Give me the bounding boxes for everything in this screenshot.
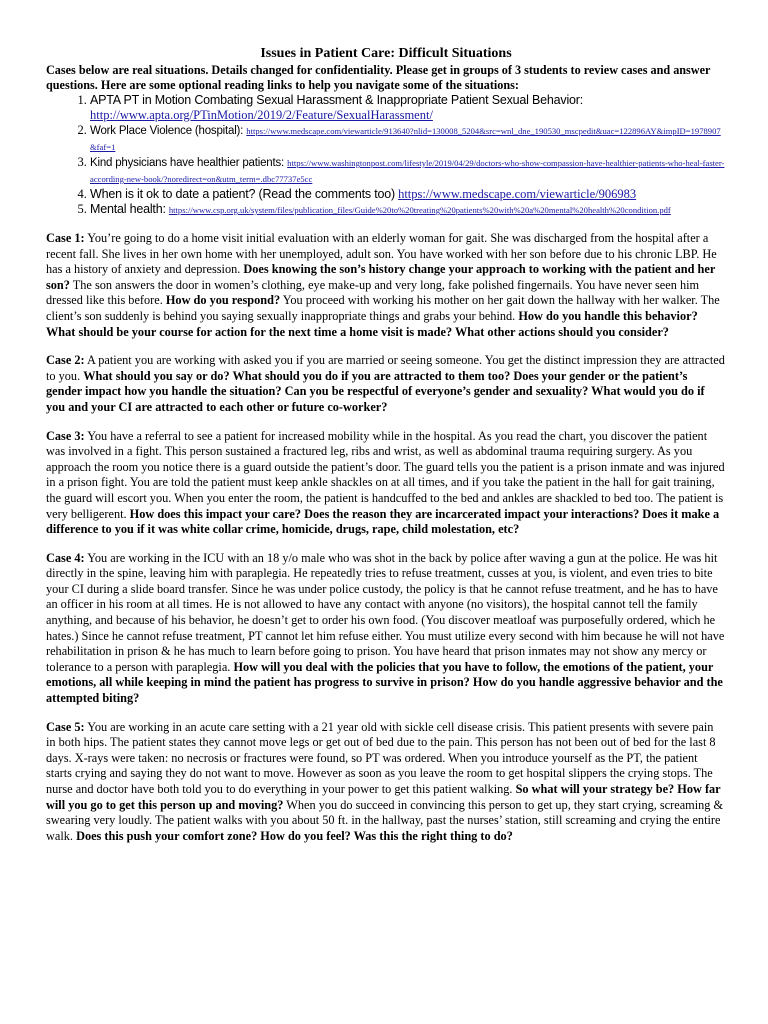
case-label: Case 5: <box>46 719 85 734</box>
reading-label: Work Place Violence (hospital): <box>90 125 244 137</box>
reading-label: APTA PT in Motion Combating Sexual Harassment & Inappropriate Patient Sexual Behavior: <box>90 93 584 107</box>
reading-label: When is it ok to date a patient? (Read the comments too) <box>90 187 395 201</box>
case-label: Case 3: <box>46 428 85 443</box>
case-question: How do you handle this behavior? What should be your course for action for the next time a home visit is made? What other actions should you consider? <box>46 308 698 339</box>
reading-links-list <box>46 93 726 218</box>
case-question: Does this push your comfort zone? How do you feel? Was this the right thing to do? <box>76 828 513 843</box>
case-label: Case 2: <box>46 353 85 368</box>
case-text: The son answers the door in women’s clothing, eye make-up and very long, fake polished fingernails. You have never seen him dressed like this before. <box>46 277 700 308</box>
case-question: How will you deal with the policies that you have to follow, the emotions of the patient, your emotions, all while keeping in mind the patient has progress to survive in prison? How do you handle aggressive behavior and the attempted biting? <box>46 659 723 706</box>
case-3 <box>46 429 726 538</box>
case-text: You’re going to do a home visit initial evaluation with an elderly woman for gait. She was discharged from the hospital after a recent fall. She lives in her own home with her unemployed, adult son. You have worked with her son before due to his chronic LBP. He has a history of anxiety and depression. <box>46 231 717 277</box>
case-text: You proceed with working his mother on her gait down the hallway with her walker. The client’s son suddenly is behind you saying sexually inappropriate things and grabs your behind. <box>46 293 720 323</box>
reading-item-harassment <box>90 93 726 123</box>
case-text: You are working in the ICU with an 18 y/o male who was shot in the back by police after waving a gun at the police. He was hit directly in the spine, leaving him with paraplegia. He repeatedly tries to refuse treatment, cusses at you, is violent, and even tries to bite your CI during a slide board transfer. Since he was under police custody, the policy is that he cannot refuse treatment, and he has to have an officer in his room at all times. He is not allowed to have any contact with anyone (no visitors), the hospital cannot tell the family anything, and because of his behavior, he doesn’t get to order his own food. (You discover meatloaf was purposefully ordered, which he hates.) Since he cannot refuse treatment, PT cannot let him refuse either. You must utilize every second with him because he will not have rehabilitation in prison & he has much to learn before going to prison. You have heard that prison inmates may not show any mercy or tolerance to a person with paraplegia. <box>46 550 725 674</box>
reading-label: Kind physicians have healthier patients: <box>90 157 285 169</box>
reading-link-mental-health[interactable]: https://www.csp.org.uk/system/files/publication_files/Guide%20to%20treating%20patients%20with%20a%20mental%20health%20condition.pdf <box>168 205 671 215</box>
reading-item-mental-health <box>90 202 726 218</box>
case-2 <box>46 353 726 415</box>
case-text: You have a referral to see a patient for increased mobility while in the hospital. As you read the chart, you discover the patient was involved in a fight. This person sustained a fractured leg, ribs and wrist, as well as abdominal trauma requiring surgery. As you approach the room you notice there is a guard outside the patient’s door. The guard tells you the patient is a prison inmate and was injured in a prison fight. You are told the patient must keep ankle shackles on at all times, and if you take the patient in the hall for gait training, the guard will escort you. When you enter the room, the patient is handcuffed to the bed and ankles are shackled to bed too. The patient is very belligerent. <box>46 428 725 521</box>
document-title: Issues in Patient Care: Difficult Situations <box>260 46 512 61</box>
reading-link-kind-physicians[interactable]: https://www.washingtonpost.com/lifestyle/2019/04/29/doctors-who-show-compassion-have-healthier-patients-who-heal-faster-according-new-book/?noredirect=on&utm_term=.dbc77737e5cc <box>90 158 725 184</box>
case-text: You are working in an acute care setting with a 21 year old with sickle cell disease crisis. This patient presents with severe pain in both hips. The patient states they cannot move legs or get out of bed due to the pain. This person has not been out of bed for the last 8 days. X-rays were taken: no necrosis or fractures were found, so PT was ordered. When you introduce yourself as the PT, the patient starts crying and saying they do not want to move. However as soon as you leave the room to get hospital slippers the crying stops. The nurse and doctor have both told you to do everything in your power to get this patient walking. <box>46 719 716 796</box>
reading-item-kind-physicians <box>90 155 726 187</box>
reading-item-dating <box>90 187 726 202</box>
document-page <box>46 46 726 844</box>
case-5 <box>46 720 726 845</box>
case-question: Does knowing the son’s history change your approach to working with the patient and her son? <box>46 262 716 292</box>
case-text: A patient you are working with asked you if you are married or seeing someone. You get the distinct impression they are attracted to you. <box>46 353 725 383</box>
case-text: When you do succeed in convincing this person to get up, they start crying, screaming & swearing very loudly. The patient walks with you about 50 ft. in the hallway, past the nurses’ station, still screaming and crying the entire walk. <box>46 797 724 843</box>
reading-link-workplace-violence[interactable]: https://www.medscape.com/viewarticle/913640?nlid=130008_5204&src=wnl_dne_190530_mscpedit&uac=122896AY&impID=1978907&faf=1 <box>90 126 721 152</box>
case-label: Case 4: <box>46 550 85 565</box>
case-question: How does this impact your care? Does the reason they are incarcerated impact your interactions? Does it make a difference to you if it was white collar crime, homicide, drugs, rape, child molestation, etc? <box>46 506 720 537</box>
case-4 <box>46 551 726 707</box>
case-label: Case 1: <box>46 231 85 245</box>
case-question: What should you say or do? What should you do if you are attracted to them too? Does your gender or the patient’s gender impact how you handle the situation? Can you be respectful of everyone’s gender and sexuality? What would you do if you and your CI are attracted to each other or future co-worker? <box>46 368 705 414</box>
case-1 <box>46 231 726 340</box>
reading-link-harassment[interactable]: http://www.apta.org/PTinMotion/2019/2/Feature/SexualHarassment/ <box>90 108 433 122</box>
case-question: How do you respond? <box>165 293 281 308</box>
case-question: So what will your strategy be? How far will you go to get this person up and moving? <box>46 782 721 812</box>
reading-link-dating[interactable]: https://www.medscape.com/viewarticle/906983 <box>398 187 637 201</box>
intro-instructions: Cases below are real situations. Details changed for confidentiality. Please get in groups of 3 students to review cases and answer questions. Here are some optional reading links to help you navigate some of the situations: <box>46 63 711 92</box>
reading-label: Mental health: <box>90 202 166 216</box>
reading-item-workplace-violence <box>90 123 726 155</box>
